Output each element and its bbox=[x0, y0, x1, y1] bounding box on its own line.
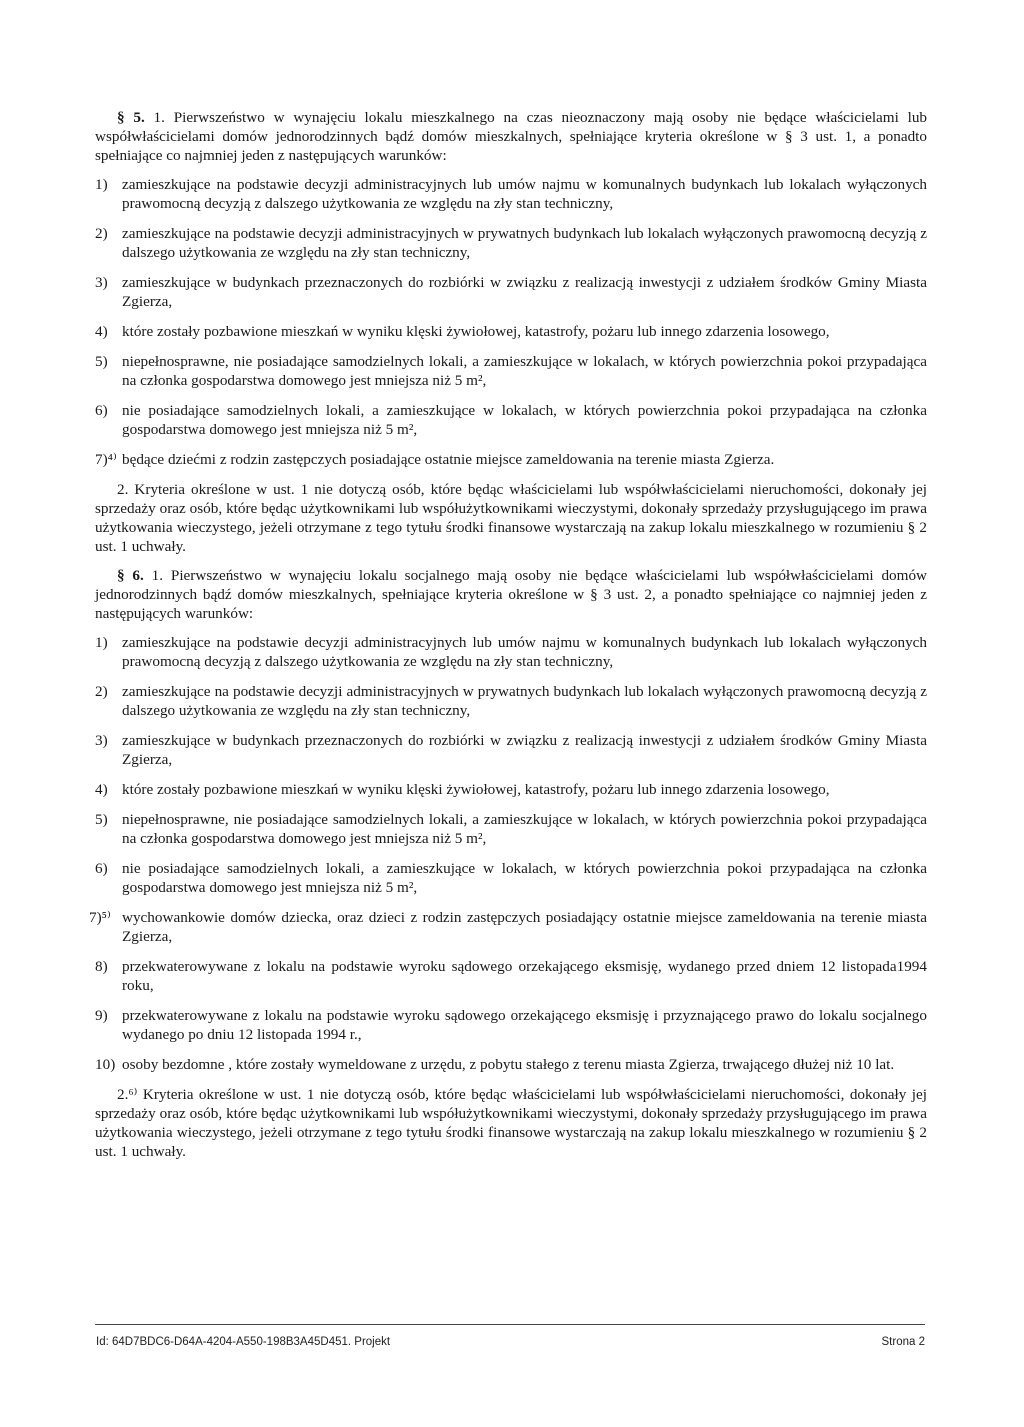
section-6-paragraph-2: 2.⁶⁾ Kryteria określone w ust. 1 nie dotyczą osób, które będąc właścicielami lub współwłaścicielami nieruchomości, dokonały jej sprzedaży oraz osób, które będąc użytkownikami lub współużytkownikami wieczystymi, dokonały sprzedaży przysługującego im prawa użytkowania wieczystego, jeżeli otrzymane z tego tytułu środki finansowe wystarczają na zakup lokalu mieszkalnego w rozumieniu § 2 ust. 1 uchwały. bbox=[95, 1086, 927, 1160]
s5-condition-item bbox=[95, 224, 927, 262]
section-5-conditions-list bbox=[95, 175, 927, 469]
s5-condition-item bbox=[95, 352, 927, 390]
footer-divider bbox=[95, 1324, 925, 1325]
s6-condition-number: 4) bbox=[95, 781, 108, 798]
s5-condition-item bbox=[95, 273, 927, 311]
s6-condition-text: zamieszkujące na podstawie decyzji administracyjnych w prywatnych budynkach lub lokalach wyłączonych prawomocną decyzją z dalszego użytkowania ze względu na zły stan techniczny, bbox=[122, 683, 927, 719]
s5-condition-text: nie posiadające samodzielnych lokali, a zamieszkujące w lokalach, w których powierzchnia pokoi przypadająca na członka gospodarstwa domowego jest mniejsza niż 5 m², bbox=[122, 402, 927, 438]
s5-condition-number: 6) bbox=[95, 402, 108, 419]
s5-condition-text: które zostały pozbawione mieszkań w wyniku klęski żywiołowej, katastrofy, pożaru lub innego zdarzenia losowego, bbox=[122, 323, 830, 340]
section-5-paragraph-1 bbox=[95, 108, 927, 165]
s5-condition-item bbox=[95, 401, 927, 439]
s5-condition-item bbox=[95, 450, 927, 469]
s6-condition-item bbox=[95, 780, 927, 799]
s6-condition-text: które zostały pozbawione mieszkań w wyniku klęski żywiołowej, katastrofy, pożaru lub innego zdarzenia losowego, bbox=[122, 781, 830, 798]
s6-condition-text: zamieszkujące na podstawie decyzji administracyjnych lub umów najmu w komunalnych budynkach lub lokalach wyłączonych prawomocną decyzją z dalszego użytkowania ze względu na zły stan techniczny, bbox=[122, 634, 927, 670]
s5-condition-number: 4) bbox=[95, 323, 108, 340]
section-6-heading: § 6. bbox=[117, 567, 144, 584]
s5-condition-number: 1) bbox=[95, 176, 108, 193]
s5-condition-number: 2) bbox=[95, 225, 108, 242]
s6-condition-text: zamieszkujące w budynkach przeznaczonych do rozbiórki w związku z realizacją inwestycji z udziałem środków Gminy Miasta Zgierza, bbox=[122, 732, 927, 768]
s6-condition-text: osoby bezdomne , które zostały wymeldowane z urzędu, z pobytu stałego z terenu miasta Zgierza, trwającego dłużej niż 10 lat. bbox=[122, 1056, 895, 1073]
s6-condition-text: niepełnosprawne, nie posiadające samodzielnych lokali, a zamieszkujące w lokalach, w których powierzchnia pokoi przypadająca na członka gospodarstwa domowego jest mniejsza niż 5 m², bbox=[122, 811, 927, 847]
s6-condition-item bbox=[95, 633, 927, 671]
s5-condition-text: będące dziećmi z rodzin zastępczych posiadające ostatnie miejsce zameldowania na terenie miasta Zgierza. bbox=[122, 451, 775, 468]
s6-condition-item bbox=[89, 908, 927, 946]
s6-condition-number: 10) bbox=[95, 1056, 116, 1073]
page-number: Strona 2 bbox=[881, 1336, 925, 1348]
s6-condition-text: wychowankowie domów dziecka, oraz dzieci z rodzin zastępczych posiadający ostatnie miejsce zameldowania na terenie miasta Zgierza, bbox=[122, 909, 927, 945]
s5-condition-number: 5) bbox=[95, 353, 108, 370]
section-6-paragraph-1-text: 1. Pierwszeństwo w wynajęciu lokalu socjalnego mają osoby nie będące właścicielami lub współwłaścicielami domów jednorodzinnych bądź domów mieszkalnych, spełniające kryteria określone w § 3 ust. 2, a ponadto spełniające co najmniej jeden z następujących warunków: bbox=[95, 567, 928, 622]
s5-condition-number: 7)⁴⁾ bbox=[95, 451, 117, 468]
document-id: Id: 64D7BDC6-D64A-4204-A550-198B3A45D451. Projekt bbox=[96, 1336, 391, 1348]
s6-condition-item bbox=[95, 1055, 927, 1074]
s6-condition-number: 3) bbox=[95, 732, 108, 749]
s5-condition-text: zamieszkujące w budynkach przeznaczonych do rozbiórki w związku z realizacją inwestycji z udziałem środków Gminy Miasta Zgierza, bbox=[122, 274, 927, 310]
s5-condition-text: zamieszkujące na podstawie decyzji administracyjnych lub umów najmu w komunalnych budynkach lub lokalach wyłączonych prawomocną decyzją z dalszego użytkowania ze względu na zły stan techniczny, bbox=[122, 176, 927, 212]
s6-condition-number: 8) bbox=[95, 958, 108, 975]
section-5-heading: § 5. bbox=[117, 109, 145, 126]
s5-condition-item bbox=[95, 322, 927, 341]
section-6-paragraph-1 bbox=[95, 566, 927, 623]
s6-condition-number: 5) bbox=[95, 811, 108, 828]
s5-condition-item bbox=[95, 175, 927, 213]
s6-condition-item bbox=[95, 682, 927, 720]
s6-condition-item bbox=[95, 957, 927, 995]
s6-condition-number: 1) bbox=[95, 634, 108, 651]
document-page bbox=[89, 108, 928, 1171]
s6-condition-text: przekwaterowywane z lokalu na podstawie wyroku sądowego orzekającego eksmisję i przyznającego prawo do lokalu socjalnego wydanego po dniu 12 listopada 1994 r., bbox=[122, 1007, 927, 1043]
s6-condition-text: przekwaterowywane z lokalu na podstawie wyroku sądowego orzekającego eksmisję, wydanego przed dniem 12 listopada1994 roku, bbox=[122, 958, 927, 994]
s6-condition-item bbox=[95, 731, 927, 769]
s6-condition-number: 7)⁵⁾ bbox=[89, 909, 111, 926]
s6-condition-text: nie posiadające samodzielnych lokali, a zamieszkujące w lokalach, w których powierzchnia pokoi przypadająca na członka gospodarstwa domowego jest mniejsza niż 5 m², bbox=[122, 860, 927, 896]
s5-condition-number: 3) bbox=[95, 274, 108, 291]
section-5-paragraph-1-text: 1. Pierwszeństwo w wynajęciu lokalu mieszkalnego na czas nieoznaczony mają osoby nie będące właścicielami lub współwłaścicielami domów jednorodzinnych bądź domów mieszkalnych, spełniające kryteria określone w § 3 ust. 1, a ponadto spełniające co najmniej jeden z następujących warunków: bbox=[95, 109, 928, 164]
s5-condition-text: niepełnosprawne, nie posiadające samodzielnych lokali, a zamieszkujące w lokalach, w których powierzchnia pokoi przypadająca na członka gospodarstwa domowego jest mniejsza niż 5 m², bbox=[122, 353, 927, 389]
s6-condition-number: 6) bbox=[95, 860, 108, 877]
section-5-paragraph-2: 2. Kryteria określone w ust. 1 nie dotyczą osób, które będąc właścicielami lub współwłaścicielami nieruchomości, dokonały jej sprzedaży oraz osób, które będąc użytkownikami lub współużytkownikami wieczystymi, dokonały sprzedaży przysługującego im prawa użytkowania wieczystego, jeżeli otrzymane z tego tytułu środki finansowe wystarczają na zakup lokalu mieszkalnego w rozumieniu § 2 ust. 1 uchwały. bbox=[95, 481, 927, 555]
s6-condition-item bbox=[95, 1006, 927, 1044]
s5-condition-text: zamieszkujące na podstawie decyzji administracyjnych w prywatnych budynkach lub lokalach wyłączonych prawomocną decyzją z dalszego użytkowania ze względu na zły stan techniczny, bbox=[122, 225, 927, 261]
s6-condition-item bbox=[95, 859, 927, 897]
s6-condition-number: 2) bbox=[95, 683, 108, 700]
section-6-conditions-list bbox=[89, 633, 927, 1074]
s6-condition-item bbox=[95, 810, 927, 848]
s6-condition-number: 9) bbox=[95, 1007, 108, 1024]
